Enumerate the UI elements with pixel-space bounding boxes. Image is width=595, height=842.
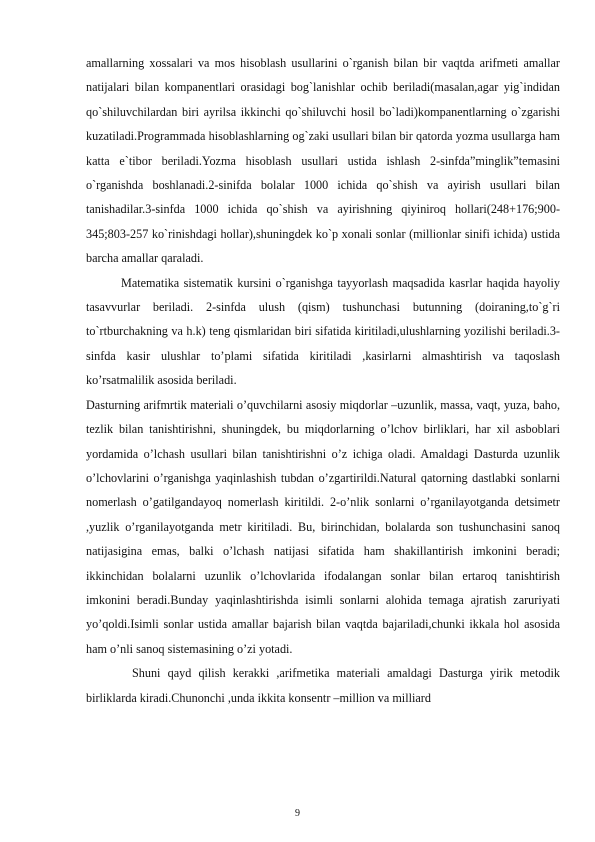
paragraph-arithmetic-properties: amallarning xossalari va mos hisoblash usullarini o`rganish bilan bir vaqtda arifmeti amallar natijalari bilan kompanentlari orasidagi bog`lanishlar ochib beriladi(masalan,agar yig`indidan qo`shiluvchilardan biri ayrilsa ikkinchi qo`shiluvchi hosil bo`ladi)kompanentlarning o`zgarishi kuzatiladi.Programmada hisoblashlarning og`zaki usullari bilan bir qatorda yozma usullarga ham katta e`tibor beriladi.Yozma hisoblash usullari ustida ishlash 2-sinfda”minglik”temasini o`rganishda boshlanadi.2-sinifda bolalar 1000 ichida qo`shish va ayirish usullari bilan tanishadilar.3-sinfda 1000 ichida qo`shish va ayirishning qiyiniroq hollari(248+176;900-345;803-257 ko`rinishdagi hollar),shuningdek ko`p xonali sonlar (millionlar sinifi ichida) ustida barcha amallar qaraladi. [86, 56, 560, 266]
page-number: 9 [295, 808, 300, 819]
document-page [86, 51, 560, 710]
paragraph-fractions: Matematika sistematik kursini o`rganishga tayyorlash maqsadida kasrlar haqida hayoliy tasavvurlar beriladi. 2-sinfda ulush (qism) tushunchasi butunning (doiraning,to`g`ri to`rtburchakning va h.k) teng qismlaridan biri sifatida kiritiladi,ulushlarning yozilishi beriladi.3-sinfda kasir ulushlar to’plami sifatida kiritiladi ,kasirlarni almashtirish va taqoslash ko’rsatmalilik asosida beriladi. [86, 275, 560, 388]
paragraph-methodical-units: Shuni qayd qilish kerakki ,arifmetika materiali amaldagi Dasturga yirik metodik birliklarda kiradi.Chunonchi ,unda ikkita konsentr –million va milliard [86, 666, 560, 705]
paragraph-measurements: Dasturning arifmrtik materiali o’quvchilarni asosiy miqdorlar –uzunlik, massa, vaqt, yuza, baho, tezlik bilan tanishtirishni, shuningdek, bu miqdorlarning o’lchov birliklari, har xil asboblari yordamida o’lchash usullari bilan tanishtirishni o’z ichiga oladi. Amaldagi Dasturda uzunlik o’lchovlarini o’rganishga yaqinlashish tubdan o’zgartirildi.Natural qatorning dastlabki sonlarni nomerlash o’gatilgandayoq nomerlash kiritildi. 2-o’nlik sonlarni o’rganilayotganda detsimetr ,yuzlik o’rganilayotganda metr kiritiladi. Bu, birinchidan, bolalarda son tushunchasini sanoq natijasigina emas, balki o’lchash natijasi sifatida ham shakillantirish imkonini beradi; ikkinchidan bolalarni uzunlik o’lchovlarida ifodalangan sonlar bilan ertaroq tanishtirish imkonini beradi.Bunday yaqinlashtirishda isimli sonlarni alohida temaga ajratish zaruriyati yo’qoldi.Isimli sonlar ustida amallar bajarish bilan vaqtda bajariladi,chunki ikkala hol asosida ham o’nli sanoq sistemasining o’zi yotadi. [86, 397, 560, 656]
